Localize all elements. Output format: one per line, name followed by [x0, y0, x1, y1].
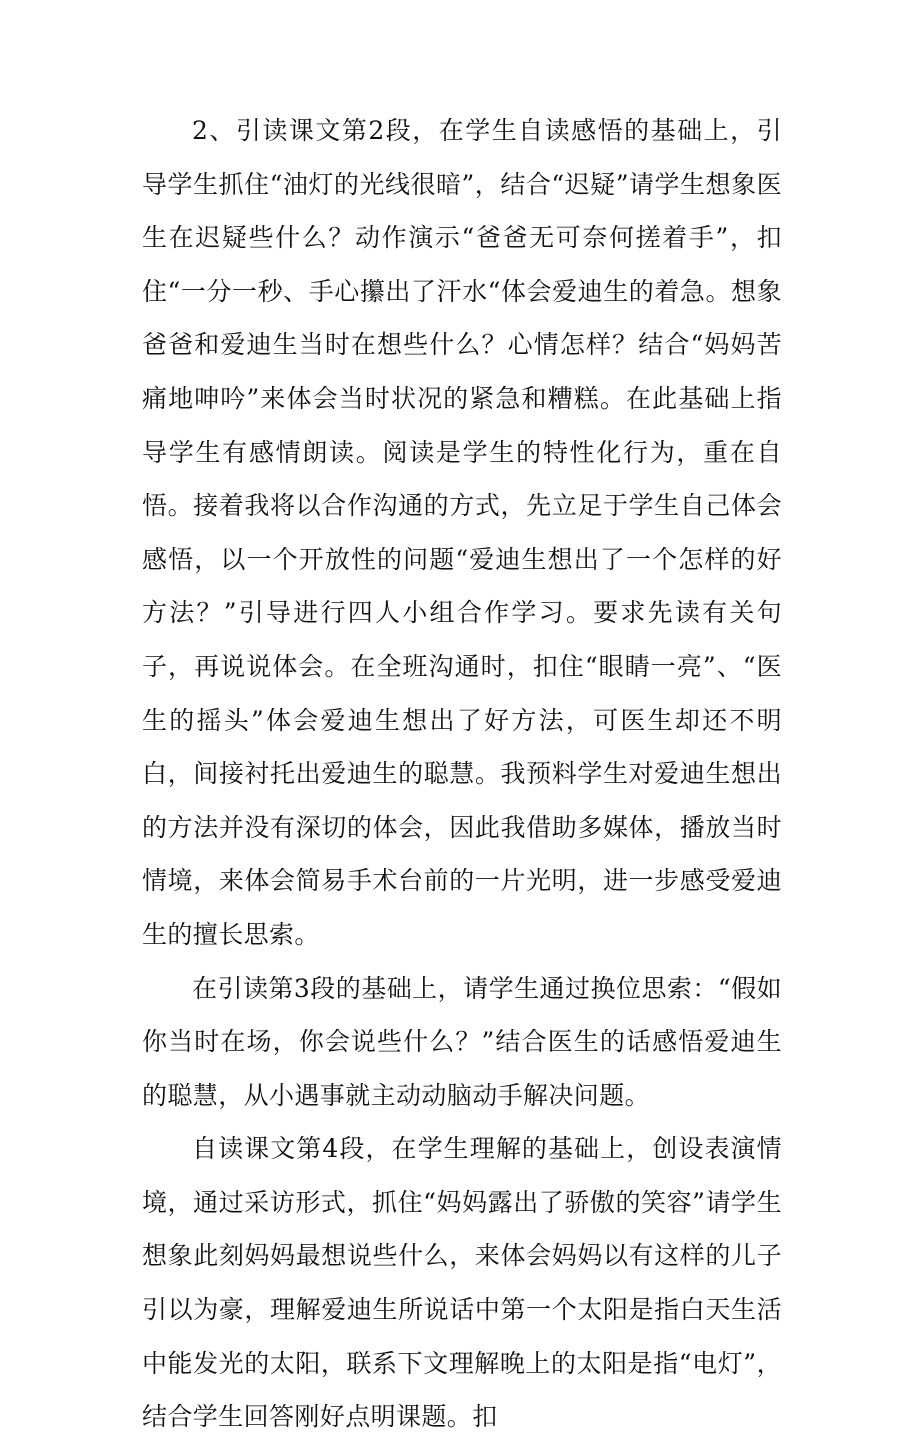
paragraph-2: 在引读第3段的基础上，请学生通过换位思索：“假如你当时在场，你会说些什么？”结合医生的话感悟爱迪生的聪慧，从小遇事就主动动脑动手解决问题。 [142, 973, 782, 1110]
paragraph-3: 自读课文第4段，在学生理解的基础上，创设表演情境，通过采访形式，抓住“妈妈露出了骄傲的笑容”请学生想象此刻妈妈最想说些什么，来体会妈妈以有这样的儿子引以为豪，理解爱迪生所说话中第一个太阳是指白天生活中能发光的太阳，联系下文理解晚上的太阳是指“电灯”，结合学生回答刚好点明课题。扣 [142, 1134, 782, 1432]
document-body [142, 104, 782, 1444]
paragraph-1: 2、引读课文第2段，在学生自读感悟的基础上，引导学生抓住“油灯的光线很暗”，结合“迟疑”请学生想象医生在迟疑些什么？动作演示“爸爸无可奈何搓着手”，扣住“一分一秒、手心攥出了汗水“体会爱迪生的着急。想象爸爸和爱迪生当时在想些什么？心情怎样？结合“妈妈苦痛地呻吟”来体会当时状况的紧急和糟糕。在此基础上指导学生有感情朗读。阅读是学生的特性化行为，重在自悟。接着我将以合作沟通的方式，先立足于学生自己体会感悟，以一个开放性的问题“爱迪生想出了一个怎样的好方法？”引导进行四人小组合作学习。要求先读有关句子，再说说体会。在全班沟通时，扣住“眼睛一亮”、“医生的摇头”体会爱迪生想出了好方法，可医生却还不明白，间接衬托出爱迪生的聪慧。我预料学生对爱迪生想出的方法并没有深切的体会，因此我借助多媒体，播放当时情境，来体会简易手术台前的一片光明，进一步感受爱迪生的擅长思索。 [142, 116, 782, 949]
